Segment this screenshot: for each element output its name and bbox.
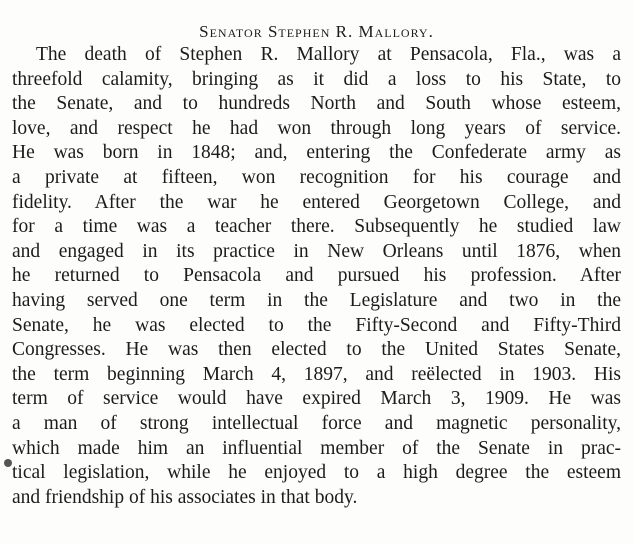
ink-speck <box>4 459 12 467</box>
text-line: love, and respect he had won through long years of service. <box>12 117 621 139</box>
text-line: and friendship of his associates in that body. <box>12 486 358 508</box>
text-line: Congresses. He was then elected to the United States Senate, <box>12 339 621 361</box>
text-line: which made him an influential member of the Senate in prac- <box>12 437 621 459</box>
text-line: He was born in 1848; and, entering the Confederate army as <box>12 142 621 164</box>
article-body <box>12 43 621 510</box>
text-line: fidelity. After the war he entered Georgetown College, and <box>12 191 621 213</box>
text-line: term of service would have expired March 3, 1909. He was <box>12 388 621 410</box>
text-line: he returned to Pensacola and pursued his profession. After <box>12 265 621 287</box>
text-line: a man of strong intellectual force and magnetic personality, <box>12 412 621 434</box>
text-line: and engaged in its practice in New Orleans until 1876, when <box>12 240 621 262</box>
article-title: Senator Stephen R. Mallory. <box>199 22 434 41</box>
text-line: Senate, he was elected to the Fifty-Second and Fifty-Third <box>12 314 621 336</box>
text-line: threefold calamity, bringing as it did a loss to his State, to <box>12 68 621 90</box>
text-line: the Senate, and to hundreds North and South whose esteem, <box>12 93 621 115</box>
text-line: the term beginning March 4, 1897, and reëlected in 1903. His <box>12 363 621 385</box>
text-line: for a time was a teacher there. Subsequently he studied law <box>12 216 621 238</box>
text-line: having served one term in the Legislature and two in the <box>12 289 621 311</box>
text-line: tical legislation, while he enjoyed to a high degree the esteem <box>12 462 621 484</box>
text-line: The death of Stephen R. Mallory at Pensacola, Fla., was a <box>36 44 621 65</box>
text-line: a private at fifteen, won recognition for his courage and <box>12 166 621 188</box>
